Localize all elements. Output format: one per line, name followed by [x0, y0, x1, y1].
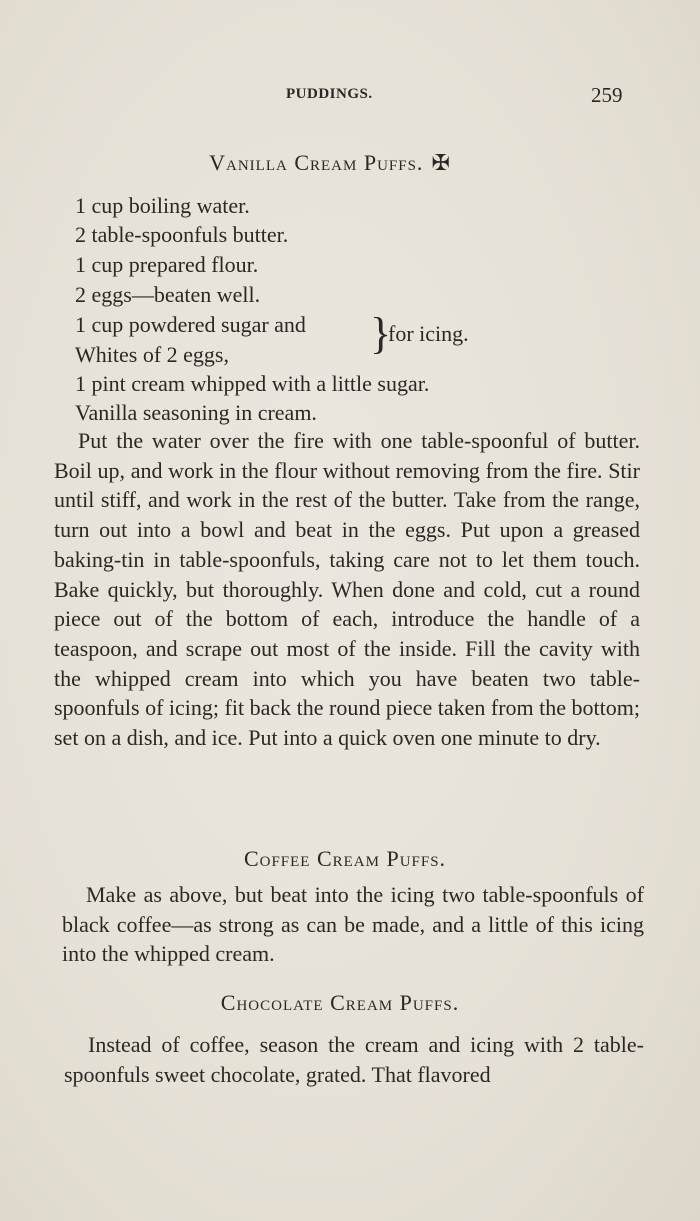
page-number: 259 — [591, 83, 623, 107]
ingredient-line: 1 pint cream whipped with a little sugar. — [75, 371, 430, 396]
recipe-title-text: Vanilla Cream Puffs. — [209, 150, 424, 175]
recipe-title-vanilla — [0, 150, 680, 176]
running-head-title: PUDDINGS. — [286, 86, 373, 102]
cross-marker-icon: ✠ — [431, 150, 451, 175]
ingredient-line: 1 cup powdered sugar and — [75, 312, 306, 337]
recipe-directions: Instead of coffee, season the cream and icing with 2 table-spoonfuls sweet chocolate, grated. That flavored — [64, 1032, 644, 1087]
recipe-directions: Put the water over the fire with one table-spoonful of butter. Boil up, and work in the flour without removing from the fire. Stir until stiff, and work in the rest of the butter. Take from the range, turn out into a bowl and beat in the eggs. Put upon a greased baking-tin in table-spoonfuls, taking care not to let them touch. Bake quickly, but thoroughly. When done and cold, cut a round piece out of the bottom of each, introduce the handle of a teaspoon, and scrape out most of the inside. Fill the cavity with the whipped cream into which you have beaten two table-spoonfuls of icing; fit back the round piece taken from the bottom; set on a dish, and ice. Put into a quick oven one minute to dry. — [54, 428, 640, 751]
ingredient-line: 1 cup boiling water. — [75, 193, 250, 218]
ingredient-line: Whites of 2 eggs, — [75, 342, 229, 367]
brace-icon: } — [370, 309, 392, 358]
running-head — [0, 83, 700, 110]
recipe-title-chocolate: Chocolate Cream Puffs. — [220, 990, 460, 1015]
ingredient-line: Vanilla seasoning in cream. — [75, 400, 317, 425]
recipe-directions: Make as above, but beat into the icing two table-spoonfuls of black coffee—as strong as can be made, and a little of this icing into the whipped cream. — [62, 882, 644, 967]
ingredient-line: 1 cup prepared flour. — [75, 252, 259, 277]
recipe-title-coffee: Coffee Cream Puffs. — [243, 846, 447, 871]
ingredient-line: 2 table-spoonfuls butter. — [75, 222, 289, 247]
ingredient-line: 2 eggs—beaten well. — [75, 282, 261, 307]
brace-note: for icing. — [388, 321, 469, 346]
